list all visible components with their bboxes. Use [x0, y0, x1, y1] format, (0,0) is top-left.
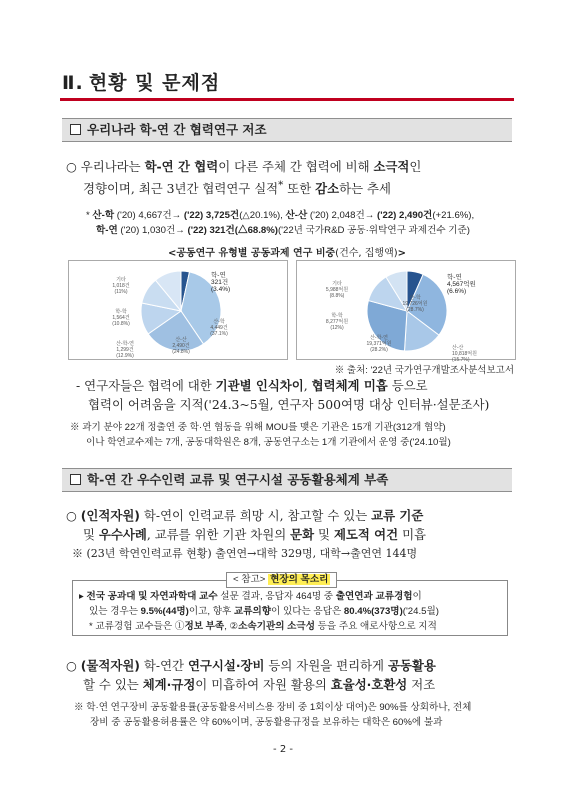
- subhead-exchange: [62, 468, 512, 492]
- subhead-collab-title: 우리나라 학-연 간 협력연구 저조: [87, 122, 267, 137]
- subhead-exchange-title: 학-연 간 우수인력 교류 및 연구시설 공동활용체계 부족: [87, 472, 389, 487]
- pie-label-2: 산-산 2,490건 (24.8%): [172, 337, 190, 355]
- bullet-circle-icon: ○: [66, 508, 81, 523]
- section-roman: Ⅱ.: [62, 72, 84, 94]
- pie-label-5: 기타 5,988억원 (8.8%): [325, 281, 349, 299]
- pie-label-0: 학-연 4,567억원 (6.6%): [447, 274, 476, 295]
- pie-label-4: 학-학 8,277억원 (12%): [325, 313, 349, 331]
- section-heading: 현황 및 문제점: [88, 72, 221, 94]
- chart-source: ※ 출처: '22년 국가연구개발조사분석보고서: [334, 365, 514, 376]
- pie-chart-amount: [297, 261, 515, 363]
- para-researchers: - 연구자들은 협력에 대한 기관별 인식차이, 협력체계 미흡 등으로 협력이 어려움을 지적('24.3~5월, 연구자 500여명 대상 인터뷰·설문조사): [76, 378, 490, 412]
- section-rule: [60, 98, 514, 101]
- checkbox-square-icon: [70, 474, 81, 485]
- bullet-circle-icon: ○: [66, 159, 81, 174]
- subhead-collab: [62, 118, 512, 142]
- para-collab: ○ 우리나라는 학-연 간 협력이 다른 주체 간 협력에 비해 소극적인 경향이며, 최근 3년간 협력연구 실적* 또한 감소하는 추세: [66, 159, 422, 197]
- para-physical-resources: ○ (물적자원) 학-연간 연구시설·장비 등의 자원을 편리하게 공동활용 할 수 있는 체계·규정이 미흡하여 자원 활용의 효율성·호환성 저조: [66, 658, 436, 692]
- note-collab-stats: * 산-학 ('20) 4,667건→ ('22) 3,725건(△20.1%), 산-산 ('20) 2,048건→ ('22) 2,490건(+21.6%), 학-연 ('20) 1,030건→ ('22) 321건(△68.8%)('22년 국가R&D 공동·위탁연구 과제건수 기준): [86, 210, 475, 236]
- bullet-circle-icon: ○: [66, 658, 81, 673]
- callout-label: < 참고> 현장의 목소리: [226, 572, 337, 588]
- pie-label-2: 산-산 10,818억원 (15.7%): [452, 345, 477, 363]
- pie-label-1: 산-학 19,726억원 (28.7%): [402, 295, 428, 313]
- section-title: [62, 68, 512, 95]
- charts-title: <공동연구 유형별 공동과제 연구 비중(건수, 집행액)>: [167, 248, 407, 259]
- page-number: - 2 -: [273, 744, 293, 755]
- pie-label-5: 기타 1,018건 (11%): [112, 277, 130, 295]
- pie-label-3: 산-학-연 19,371억원 (28.2%): [366, 335, 392, 353]
- chart-amount-box: [296, 260, 516, 363]
- pie-label-0: 학-연 321건 (3.4%): [211, 272, 231, 293]
- para-human-resources: ○ (인적자원) 학-연이 인력교류 희망 시, 참고할 수 있는 교류 기준 및 우수사례, 교류를 위한 기관 차원의 문화 및 제도적 여건 미흡 ※ (23년 학연인력교류 현황) 출연연→대학 329명, 대학→출연연 144명: [66, 508, 427, 560]
- pie-label-4: 학-학 1,564건 (10.8%): [112, 309, 130, 327]
- pie-label-3: 산-학-연 1,299건 (12.9%): [116, 341, 134, 359]
- field-voice-callout: ▸ 전국 공과대 및 자연과학대 교수 설문 결과, 응답자 464명 중 출연연과 교류경험이 있는 경우는 9.5%(44명)이고, 향후 교류의향이 있다는 응답은 80.4%(373명)('24.5월) * 교류경험 교수들은 ①정보 부족, ②소속기관의 소극성 등을 주요 애로사항으로 지적: [72, 580, 508, 636]
- note-mou: ※ 과기 분야 22개 정출연 중 학·연 협동을 위해 MOU를 맺은 기관은 15개 기관(312개 협약) 이나 학연교수제는 7개, 공동대학원은 8개, 공동연구소는 1개 기관에서 운영 중('24.10월): [70, 422, 451, 448]
- checkbox-square-icon: [70, 124, 81, 135]
- pie-label-1: 산-학 4,449건 (37.1%): [210, 319, 228, 337]
- chart-count-box: [68, 260, 288, 360]
- note-equipment: ※ 학·연 연구장비 공동활용률(공동활용서비스용 장비 중 1회이상 대여)은 90%를 상회하나, 전체 장비 중 공동활용허용률은 약 60%이며, 공동활용규정을 보유하는 대학은 60%에 불과: [74, 702, 472, 728]
- pie-chart-count: [69, 261, 287, 359]
